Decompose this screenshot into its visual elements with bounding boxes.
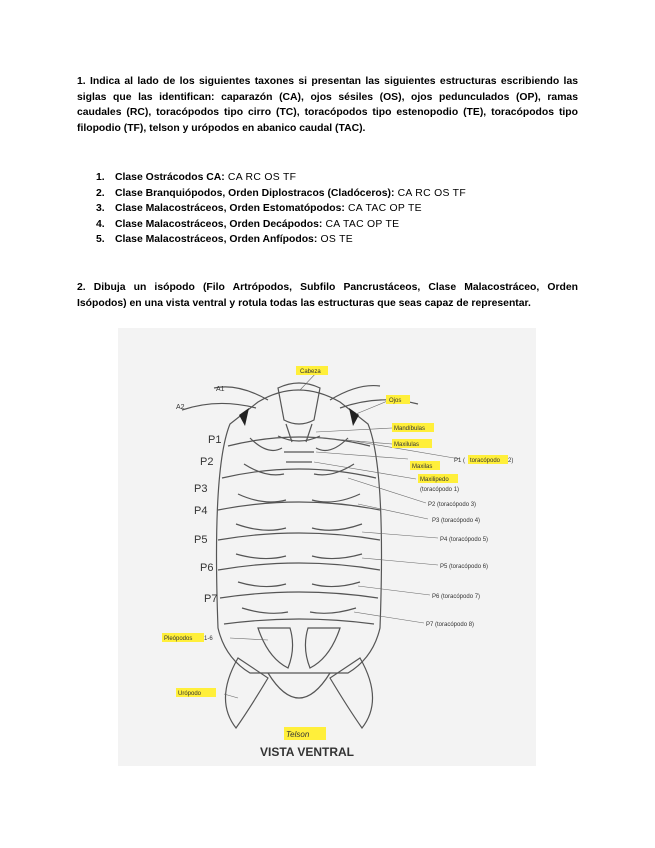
eye-left [239, 408, 249, 426]
label-toracopodo-p1: toracópodo [470, 458, 501, 464]
label-p5-right: P5 (toracópodo 6) [440, 564, 489, 570]
label-p1-prefix: P1 ( [454, 458, 466, 464]
label-a2: A2 [176, 404, 185, 411]
label-p4-right: P4 (toracópodo 5) [440, 537, 489, 543]
list-item: 2. Clase Branquiópodos, Orden Diplostracos (Cladóceros): CA RC OS TF [96, 187, 466, 199]
label-ojos: Ojos [389, 398, 402, 404]
list-item: 1. Clase Ostrácodos CA: CA RC OS TF [96, 172, 297, 183]
isopod-drawing [118, 328, 536, 766]
label-uropodo: Urópodo [178, 691, 202, 697]
label-p1-suffix: 2) [508, 458, 514, 464]
list-item: 3. Clase Malacostráceos, Orden Estomatópodos: CA TAC OP TE [96, 203, 422, 214]
label-p6: P6 [200, 562, 214, 574]
list-item: 4. Clase Malacostráceos, Orden Decápodos: CA TAC OP TE [96, 218, 400, 230]
label-p2-right: P2 (toracópodo 3) [428, 502, 477, 508]
question-2-text: 2. Dibuja un isópodo (Filo Artrópodos, Subfilo Pancrustáceos, Clase Malacostráceo, Orden Isópodos) en una vista ventral y rotula todas las estructuras que seas capaz de representar. [77, 282, 578, 309]
label-p7-right: P7 (toracópodo 8) [426, 622, 475, 628]
label-p3: P3 [194, 483, 208, 495]
label-p4: P4 [194, 505, 208, 517]
figure-caption: VISTA VENTRAL [260, 745, 355, 759]
label-cabeza: Cabeza [300, 369, 321, 375]
head-shape [278, 383, 320, 424]
label-p3-right: P3 (toracópodo 4) [432, 518, 481, 524]
label-p6-right: P6 (toracópodo 7) [432, 594, 481, 600]
isopod-figure [118, 328, 536, 766]
label-telson: Telson [286, 730, 310, 739]
body-outline [217, 390, 382, 673]
label-maxilas: Maxilas [412, 464, 433, 470]
taxa-list [96, 170, 466, 248]
label-maxilipedo: Maxilipedo [420, 477, 449, 483]
antenna-a2 [182, 403, 256, 410]
label-a1: A1 [216, 386, 225, 393]
label-p5: P5 [194, 534, 208, 546]
label-pleopodos: Pleópodos [164, 636, 193, 642]
eye-right [349, 408, 359, 426]
label-maxilulas: Maxilulas [394, 442, 420, 448]
label-mandibulas: Mandíbulas [394, 426, 426, 432]
label-pleopodos-suffix: 1-6 [204, 636, 213, 642]
list-item: 5. Clase Malacostráceos, Orden Anfípodos: OS TE [96, 234, 353, 245]
label-p7: P7 [204, 593, 218, 605]
label-p1: P1 [208, 434, 222, 446]
label-maxilipedo-note: (toracópodo 1) [420, 487, 460, 493]
label-p2: P2 [200, 456, 214, 468]
question-1-text: 1. Indica al lado de los siguientes taxones si presentan las siguientes estructuras escribiendo las siglas que las identifican: caparazón (CA), ojos sésiles (OS), ojos pedunculados (OP), ramas caudales (RC), toracópodos tipo cirro (TC), toracópodos tipo estenopodio (TE), toracópodos tipo filopodio (TF), telson y urópodos en abanico caudal (TAC). [77, 76, 578, 134]
